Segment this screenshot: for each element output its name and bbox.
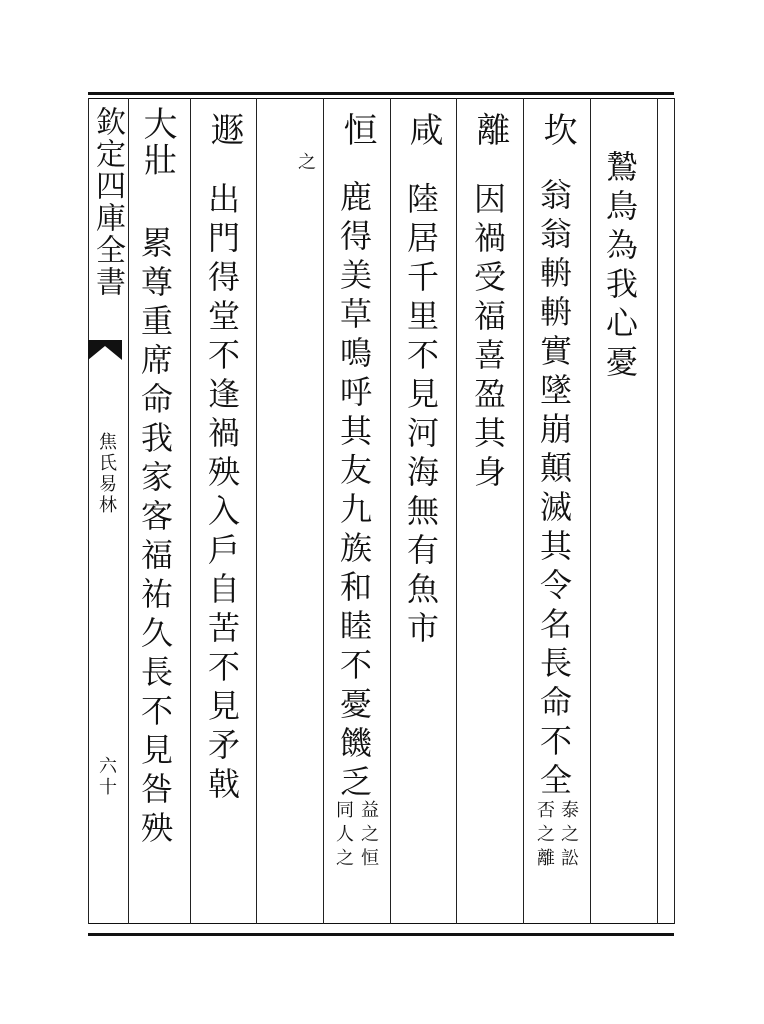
column-rule xyxy=(674,98,675,924)
text-column-6: 出門得堂不逢禍殃入戶自苦不見矛戟 xyxy=(203,182,241,806)
column-rule xyxy=(190,98,191,924)
text-column-3: 因禍受福喜盈其身 xyxy=(469,182,507,494)
hexagram-head: 遯 xyxy=(204,112,244,148)
text-column-5: 鹿得美草鳴呼其友九族和睦不憂饑乏 xyxy=(335,180,373,804)
hexagram-head: 咸 xyxy=(403,112,443,148)
column-rule xyxy=(88,98,89,924)
margin-page-number: 六十 xyxy=(96,756,117,798)
margin-title: 欽定四庫全書 xyxy=(90,106,125,298)
hexagram-head: 恒 xyxy=(337,112,377,148)
note-line: 泰之訟 xyxy=(558,800,579,872)
interlinear-mark: 之 xyxy=(295,152,316,176)
note-line: 益之恒 xyxy=(358,800,379,872)
column-rule xyxy=(456,98,457,924)
hexagram-head: 坎 xyxy=(537,112,577,148)
column-rule xyxy=(590,98,591,924)
margin-book-title: 焦氏易林 xyxy=(96,432,117,516)
hexagram-head: 離 xyxy=(470,112,510,148)
column-rule xyxy=(256,98,257,924)
column-rule xyxy=(390,98,391,924)
text-column-2: 翁翁輈輈實墜崩顛滅其令名長命不全 xyxy=(535,178,573,802)
text-column-1: 鷙鳥為我心憂 xyxy=(601,150,639,384)
hexagram-head: 大壯 xyxy=(137,106,177,178)
note-line: 否之離 xyxy=(534,800,555,872)
text-column-7: 累尊重席命我家客福祐久長不見咎殃 xyxy=(136,226,174,850)
text-column-4: 陸居千里不見河海無有魚市 xyxy=(402,182,440,650)
column-rule xyxy=(657,98,658,924)
column-rule xyxy=(323,98,324,924)
frame-inner-top-rule xyxy=(88,98,674,99)
column-rule xyxy=(128,98,129,924)
frame-inner-bottom-rule xyxy=(88,923,674,924)
column-rule xyxy=(523,98,524,924)
page-frame xyxy=(88,92,674,936)
note-line: 同人之 xyxy=(333,800,354,872)
